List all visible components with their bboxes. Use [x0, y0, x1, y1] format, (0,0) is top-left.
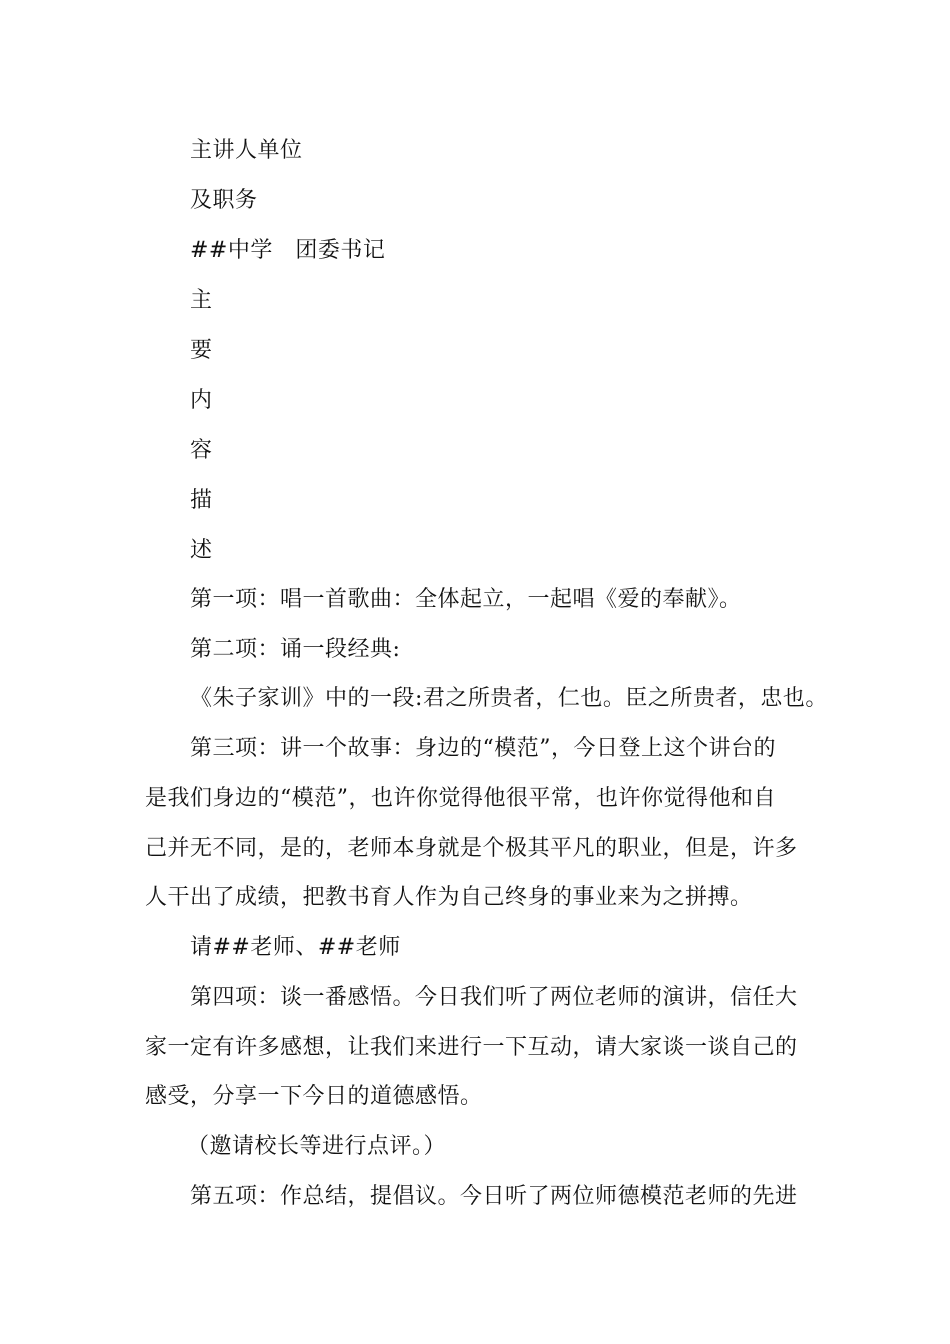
item-one: 第一项：唱一首歌曲：全体起立，一起唱《爱的奉献》。 — [190, 587, 742, 612]
content-label-char: 主 — [190, 288, 213, 313]
content-label-char: 描 — [190, 488, 213, 513]
item-four-line-2: 家一定有许多感想，让我们来进行一下互动，请大家谈一谈自己的 — [145, 1035, 798, 1060]
item-five-line-1: 第五项：作总结，提倡议。今日听了两位师德模范老师的先进 — [190, 1184, 798, 1209]
content-label-char: 述 — [190, 538, 213, 563]
content-label-char: 容 — [190, 438, 213, 463]
invite-teachers: 请##老师、##老师 — [190, 935, 401, 960]
item-three-line-1: 第三项：讲一个故事：身边的“模范”，今日登上这个讲台的 — [190, 736, 776, 761]
content-label-char: 要 — [190, 338, 213, 363]
item-three-line-3: 己并无不同，是的，老师本身就是个极其平凡的职业，但是，许多 — [145, 836, 798, 861]
item-four-line-1: 第四项：谈一番感悟。今日我们听了两位老师的演讲，信任大 — [190, 985, 798, 1010]
item-two-quote: 《朱子家训》中的一段:君之所贵者，仁也。臣之所贵者，忠也。 — [190, 686, 828, 711]
item-three-line-4: 人干出了成绩，把教书育人作为自己终身的事业来为之拼搏。 — [145, 885, 753, 910]
item-three-line-2: 是我们身边的“模范”，也许你觉得他很平常，也许你觉得他和自 — [145, 786, 776, 811]
speaker-position-label: 及职务 — [190, 188, 258, 213]
principal-comment-note: （邀请校长等进行点评。） — [187, 1134, 447, 1159]
item-two: 第二项：诵一段经典: — [190, 637, 401, 662]
speaker-unit-label: 主讲人单位 — [190, 138, 303, 163]
speaker-unit-value: ##中学 团委书记 — [190, 238, 386, 263]
item-four-line-3: 感受，分享一下今日的道德感悟。 — [145, 1084, 483, 1109]
content-label-char: 内 — [190, 388, 213, 413]
